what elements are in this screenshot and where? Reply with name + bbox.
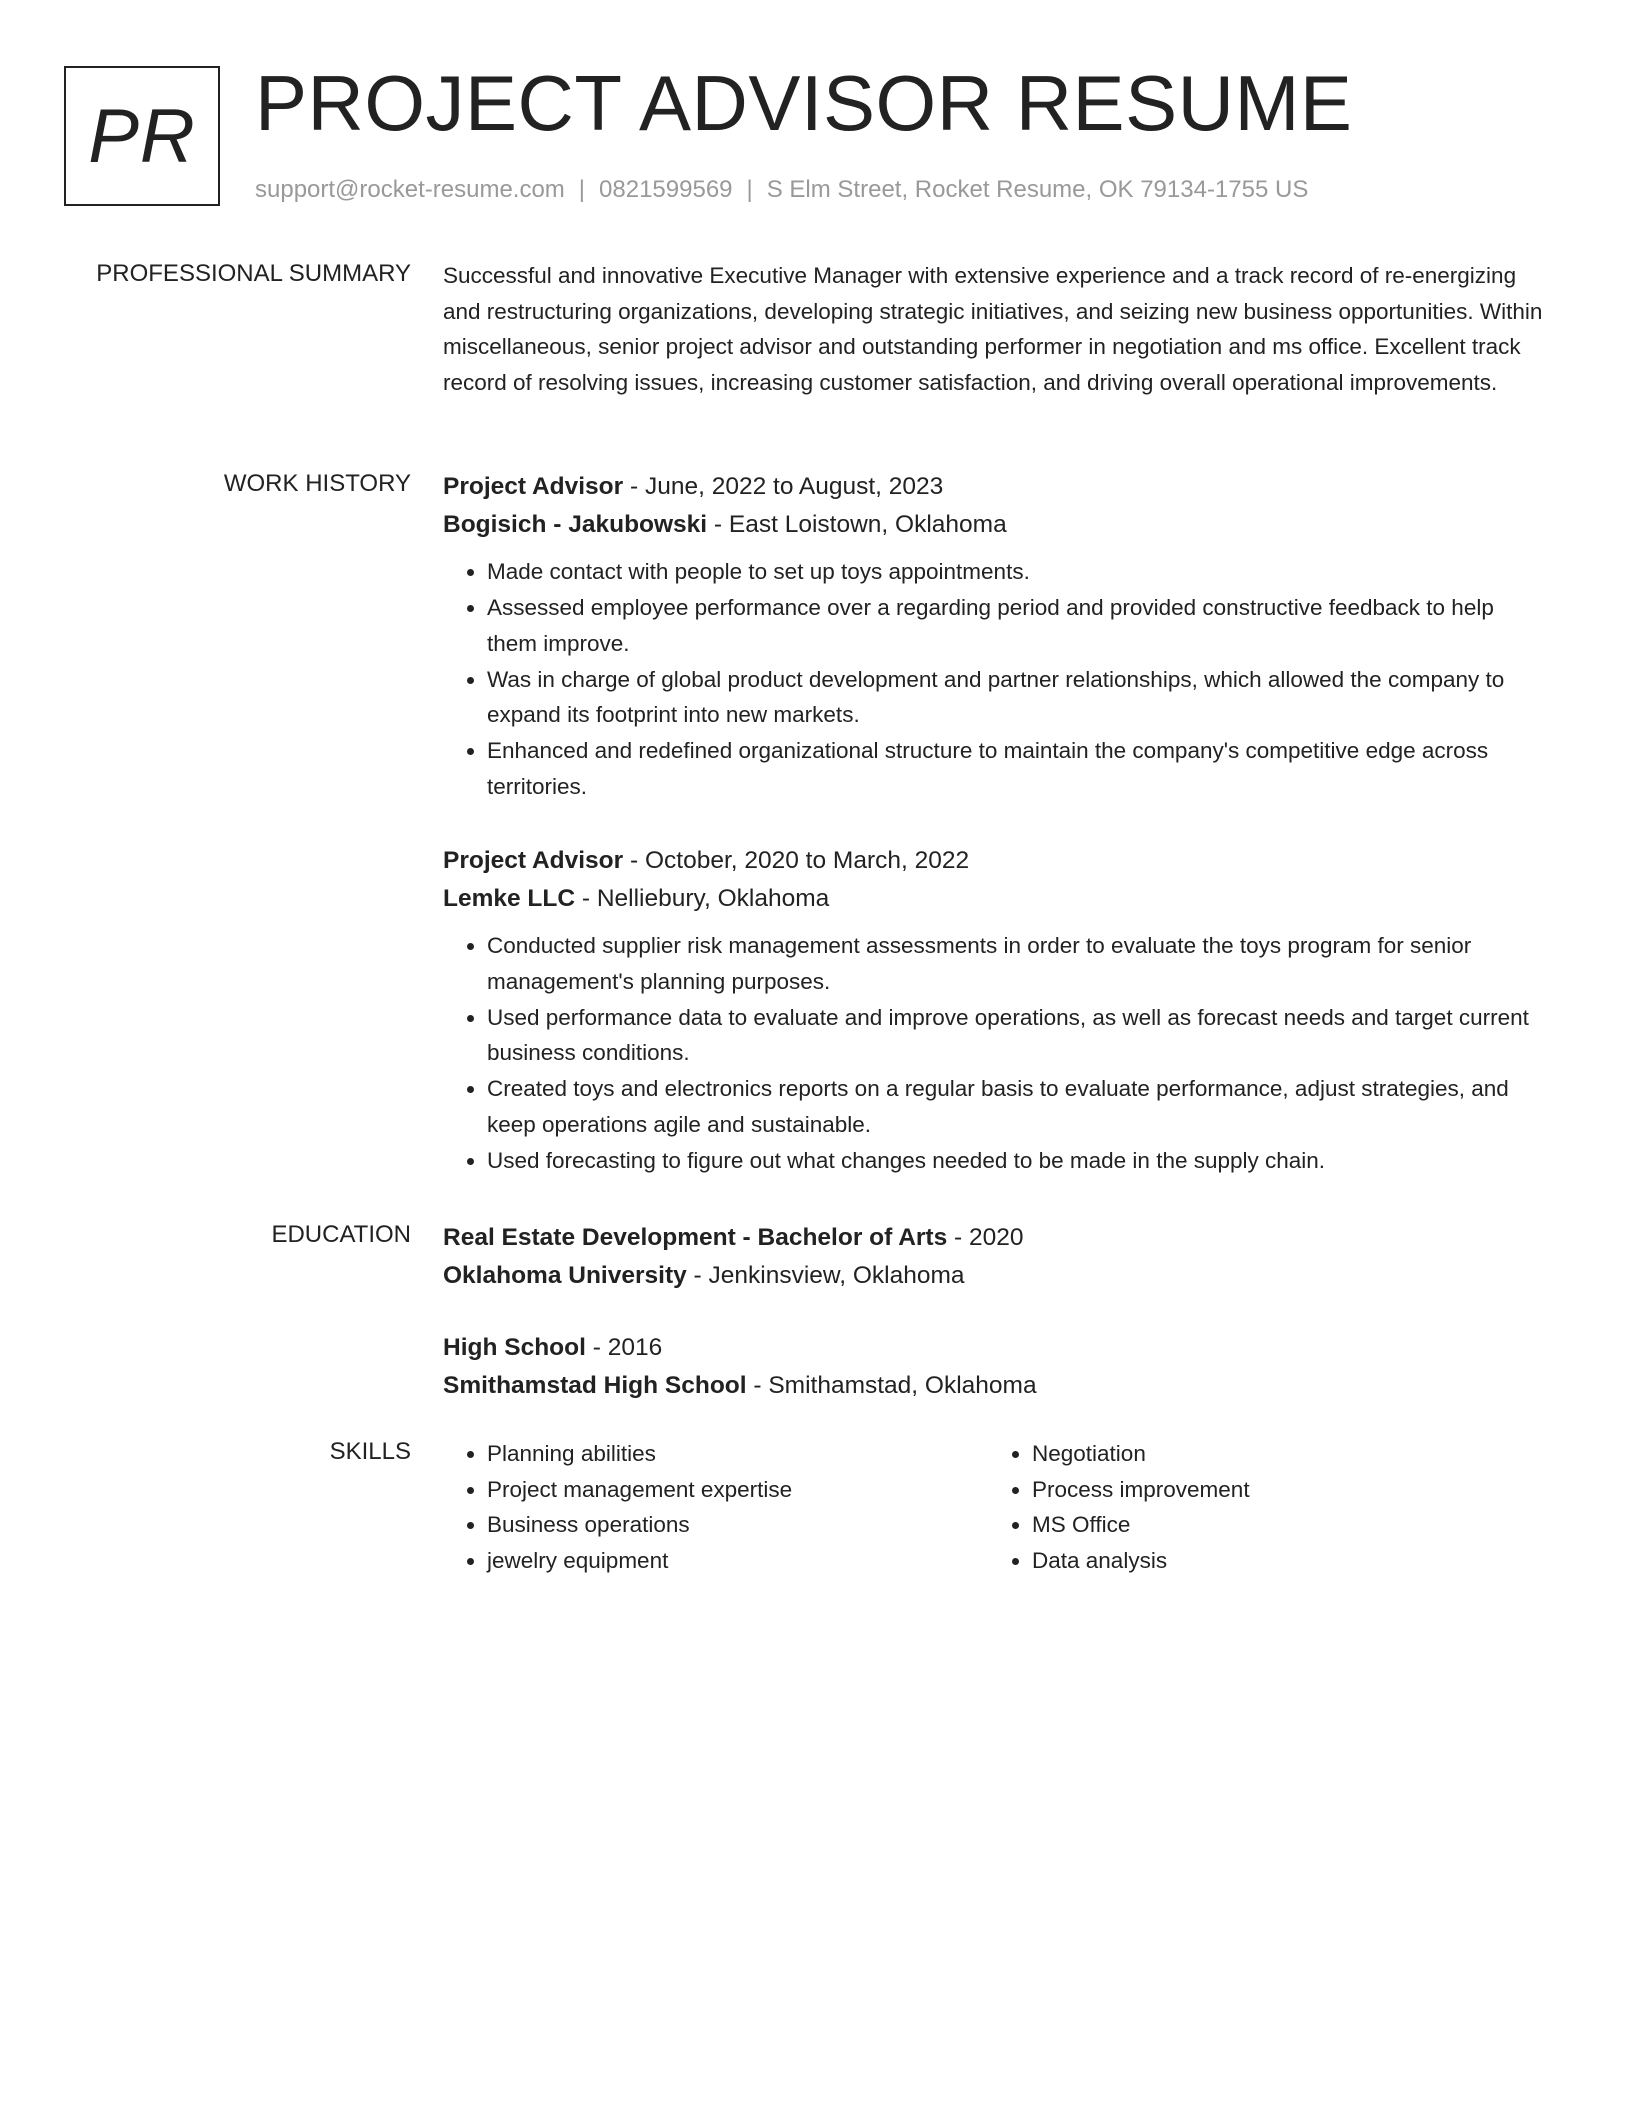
monogram-initials: PR xyxy=(88,93,196,179)
education-school: Smithamstad High School xyxy=(443,1372,747,1399)
skill-item: • Project management expertise xyxy=(487,1472,988,1508)
skill-item: • Process improvement xyxy=(1032,1472,1533,1508)
contact-separator: | xyxy=(746,176,753,203)
job-duty: • Was in charge of global product development and partner relationships, which allowed the company to expand its footprint into new markets. xyxy=(487,662,1543,733)
summary-text: Successful and innovative Executive Manager with extensive experience and a track record of re-energizing and restructuring organizations, developing strategic initiatives, and seizing new business opportunities. Within miscellaneous, senior project advisor and outstanding performer in negotiation and ms office. Excellent track record of resolving issues, increasing customer satisfaction, and driving overall operational improvements. xyxy=(443,263,1543,395)
education-school-line xyxy=(443,1257,1543,1295)
education-degree: High School xyxy=(443,1334,586,1361)
skills-list-right xyxy=(988,1436,1533,1578)
job-title-line xyxy=(443,842,1543,880)
job-title: Project Advisor xyxy=(443,847,624,874)
skills-grid xyxy=(443,1436,1543,1578)
job-dates: - October, 2020 to March, 2022 xyxy=(623,847,970,874)
job-company-line xyxy=(443,506,1543,544)
job-duty: • Used forecasting to figure out what changes needed to be made in the supply chain. xyxy=(487,1143,1543,1179)
skill-item: • Data analysis xyxy=(1032,1543,1533,1579)
education-location: - Jenkinsview, Oklahoma xyxy=(686,1262,965,1289)
education-degree: Real Estate Development - Bachelor of Arts xyxy=(443,1224,948,1251)
contact-line xyxy=(255,174,1308,206)
skill-item: • Planning abilities xyxy=(487,1436,988,1472)
job-entry xyxy=(443,842,1543,1178)
education-heading: EDUCATION xyxy=(271,1221,411,1248)
skill-item: • Business operations xyxy=(487,1507,988,1543)
education-degree-line xyxy=(443,1219,1543,1257)
job-entry xyxy=(443,468,1543,804)
education-school: Oklahoma University xyxy=(443,1262,687,1289)
work-history-body xyxy=(443,468,1543,1216)
monogram-box xyxy=(64,66,220,206)
job-company: Lemke LLC xyxy=(443,885,576,912)
skill-item: • jewelry equipment xyxy=(487,1543,988,1579)
job-duty: • Created toys and electronics reports on a regular basis to evaluate performance, adjust strategies, and keep operations agile and sustainable. xyxy=(487,1071,1543,1142)
page-title: PROJECT ADVISOR RESUME xyxy=(255,59,1353,147)
summary-heading: PROFESSIONAL SUMMARY xyxy=(96,260,411,287)
contact-phone: 0821599569 xyxy=(599,176,733,203)
skill-item: • Negotiation xyxy=(1032,1436,1533,1472)
job-duties-list xyxy=(443,928,1543,1178)
job-location: - East Loistown, Oklahoma xyxy=(707,511,1007,538)
education-degree-line xyxy=(443,1329,1543,1367)
contact-separator: | xyxy=(578,176,586,203)
job-title: Project Advisor xyxy=(443,473,624,500)
skills-heading: SKILLS xyxy=(329,1438,411,1465)
job-duty: • Assessed employee performance over a regarding period and provided constructive feedback to help them improve. xyxy=(487,590,1543,661)
contact-email: support@rocket-resume.com xyxy=(255,176,565,203)
skill-item: • MS Office xyxy=(1032,1507,1533,1543)
education-location: - Smithamstad, Oklahoma xyxy=(746,1372,1037,1399)
education-year: - 2020 xyxy=(947,1224,1024,1251)
job-company-line xyxy=(443,880,1543,918)
education-body xyxy=(443,1219,1543,1439)
education-entry xyxy=(443,1329,1543,1405)
job-dates: - June, 2022 to August, 2023 xyxy=(623,473,944,500)
job-company: Bogisich - Jakubowski xyxy=(443,511,708,538)
skills-body xyxy=(443,1436,1543,1578)
education-entry xyxy=(443,1219,1543,1295)
job-duty: • Used performance data to evaluate and improve operations, as well as forecast needs and target current business conditions. xyxy=(487,1000,1543,1071)
education-school-line xyxy=(443,1367,1543,1405)
job-duty: • Made contact with people to set up toys appointments. xyxy=(487,554,1543,590)
work-history-heading: WORK HISTORY xyxy=(223,470,411,497)
job-duties-list xyxy=(443,554,1543,804)
contact-address: S Elm Street, Rocket Resume, OK 79134-1755 US xyxy=(766,176,1309,203)
job-location: - Nelliebury, Oklahoma xyxy=(575,885,830,912)
summary-body xyxy=(443,258,1551,400)
job-duty: • Conducted supplier risk management assessments in order to evaluate the toys program for senior management's planning purposes. xyxy=(487,928,1543,999)
education-year: - 2016 xyxy=(585,1334,663,1361)
job-duty: • Enhanced and redefined organizational structure to maintain the company's competitive edge across territories. xyxy=(487,733,1543,804)
skills-list-left xyxy=(443,1436,988,1578)
job-title-line xyxy=(443,468,1543,506)
